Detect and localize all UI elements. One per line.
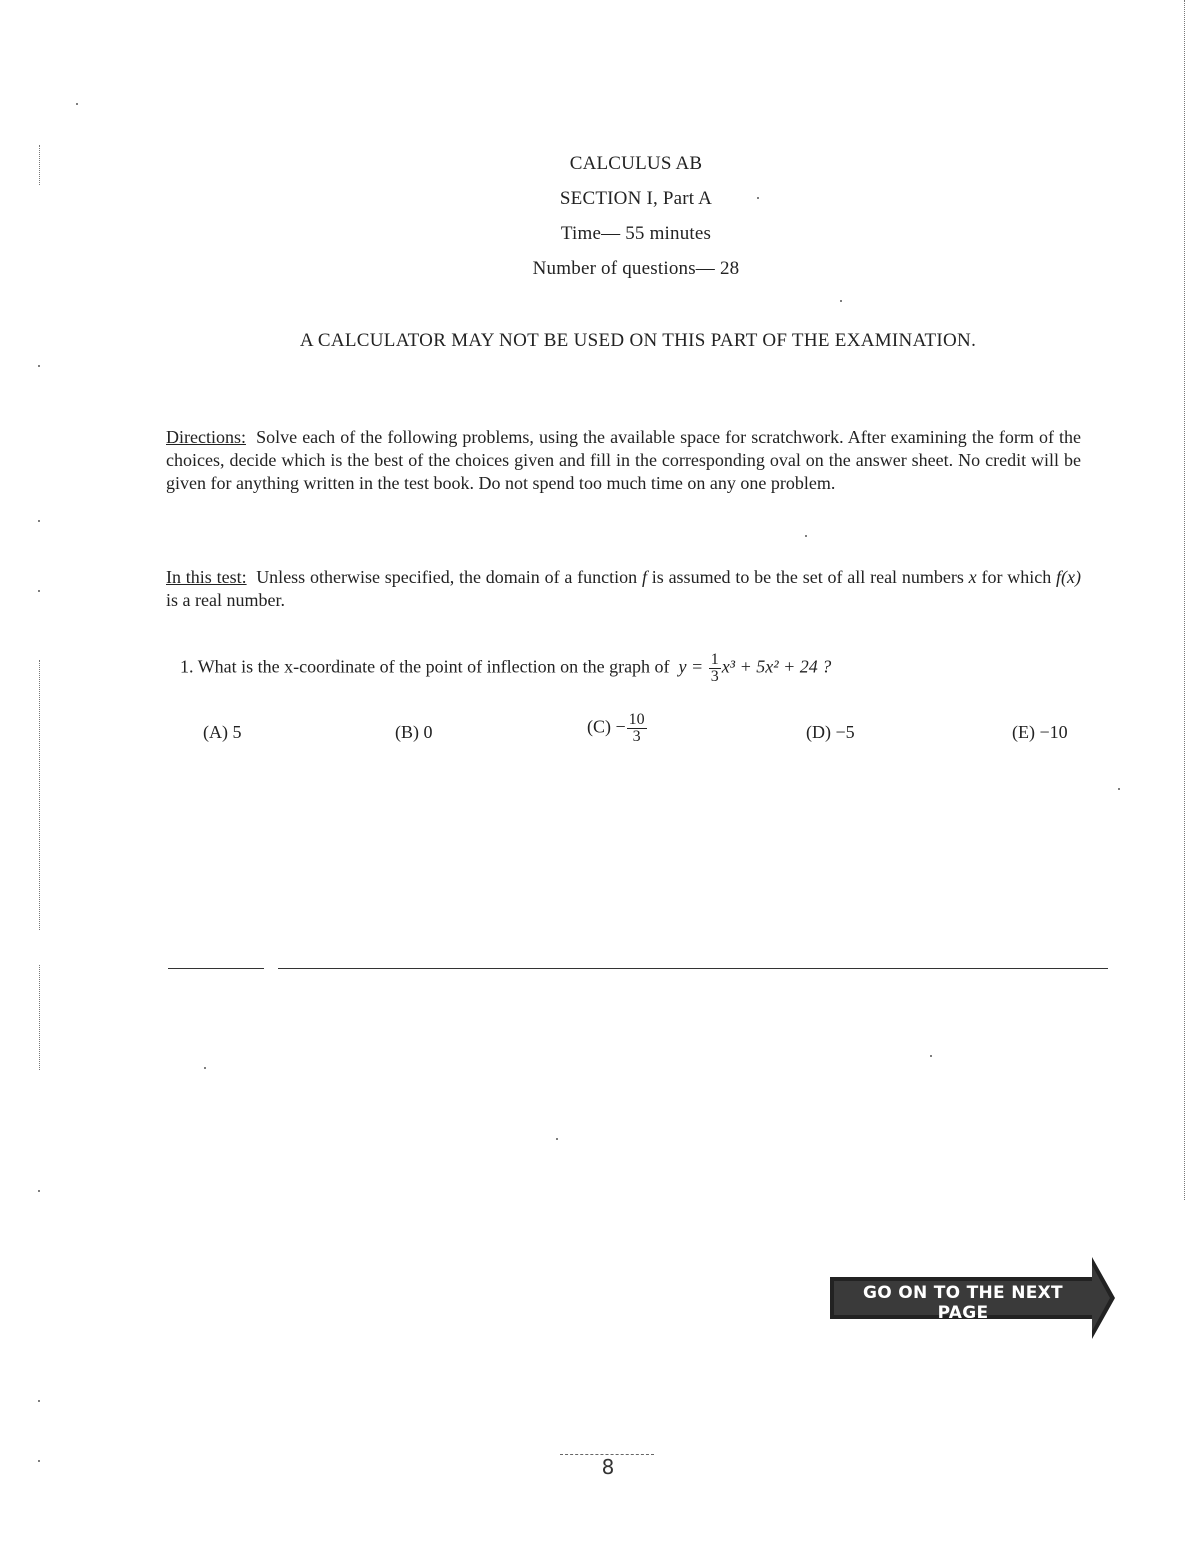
choice-c-numerator: 10 xyxy=(628,711,645,728)
choice-d-label: (D) xyxy=(806,722,831,742)
section-title: SECTION I, Part A xyxy=(559,188,713,209)
question-count: Number of questions— 28 xyxy=(532,258,740,279)
domain-note-text-1: Unless otherwise specified, the domain of a function xyxy=(256,567,638,587)
domain-note-var-fx: f(x) xyxy=(1056,567,1082,587)
choice-a-value: 5 xyxy=(232,722,242,742)
scan-speck xyxy=(805,535,807,537)
choice-d[interactable] xyxy=(806,722,855,743)
course-title: CALCULUS AB xyxy=(569,153,703,174)
equation-fraction xyxy=(709,652,721,685)
domain-note-text-4: is a real number. xyxy=(166,590,285,610)
domain-note-paragraph xyxy=(166,566,1081,612)
choice-b[interactable] xyxy=(395,722,433,743)
domain-note-label: In this test: xyxy=(166,567,247,587)
choice-e[interactable] xyxy=(1012,722,1068,743)
divider-left xyxy=(168,968,264,969)
time-limit: Time— 55 minutes xyxy=(560,223,712,244)
page-number: 8 xyxy=(601,1455,615,1479)
domain-note-text-2: is assumed to be the set of all real numbers xyxy=(651,567,964,587)
question-prompt: What is the x-coordinate of the point of inflection on the graph of xyxy=(197,656,670,677)
scan-mark-left-1 xyxy=(39,145,40,185)
domain-note-text-3: for which xyxy=(981,567,1052,587)
scan-speck xyxy=(556,1138,558,1140)
choice-d-value: −5 xyxy=(835,722,855,742)
scan-speck xyxy=(76,103,78,105)
scan-speck xyxy=(757,197,759,199)
scan-speck xyxy=(38,1400,40,1402)
choice-e-label: (E) xyxy=(1012,722,1035,742)
equation-fraction-denominator: 3 xyxy=(710,668,719,685)
scan-mark-left-3 xyxy=(39,965,40,1070)
divider-main xyxy=(278,968,1108,969)
choice-c-label: (C) xyxy=(587,716,611,737)
domain-note-var-f: f xyxy=(641,567,647,587)
choice-c-denominator: 3 xyxy=(632,728,641,745)
directions-label: Directions: xyxy=(166,427,246,447)
choice-b-value: 0 xyxy=(423,722,433,742)
scan-mark-right xyxy=(1184,0,1185,1200)
choice-a-label: (A) xyxy=(203,722,228,742)
question-1 xyxy=(180,652,831,685)
choice-b-label: (B) xyxy=(395,722,419,742)
choice-c-fraction xyxy=(627,712,647,745)
scan-speck xyxy=(840,300,842,302)
scan-speck xyxy=(930,1055,932,1057)
scan-speck xyxy=(38,1190,40,1192)
scan-speck xyxy=(38,520,40,522)
directions-paragraph xyxy=(166,426,1081,495)
domain-note-var-x: x xyxy=(968,567,977,587)
choice-c-sign: − xyxy=(615,716,626,737)
equation-fraction-numerator: 1 xyxy=(710,651,719,668)
scan-speck xyxy=(38,365,40,367)
directions-text: Solve each of the following problems, using the available space for scratchwork. After examining the form of the choices, decide which is the best of the choices given and fill in the corresponding oval on the answer sheet. No credit will be given for anything written in the test book. Do not spend too much time on any one problem. xyxy=(166,427,1082,493)
scan-speck xyxy=(38,1460,40,1462)
scan-speck xyxy=(38,590,40,592)
choice-e-value: −10 xyxy=(1039,722,1068,742)
calculator-notice: A CALCULATOR MAY NOT BE USED ON THIS PART OF THE EXAMINATION. xyxy=(299,330,977,351)
equation-lhs: y = xyxy=(678,656,704,677)
choice-c[interactable] xyxy=(587,712,648,745)
scan-speck xyxy=(204,1067,206,1069)
go-on-label: GO ON TO THE NEXT PAGE xyxy=(863,1283,1063,1323)
equation-rest: x³ + 5x² + 24 ? xyxy=(721,656,832,677)
scan-mark-left-2 xyxy=(39,660,40,930)
scan-speck xyxy=(1118,788,1120,790)
choice-a[interactable] xyxy=(203,722,242,743)
question-number: 1. xyxy=(180,656,194,677)
